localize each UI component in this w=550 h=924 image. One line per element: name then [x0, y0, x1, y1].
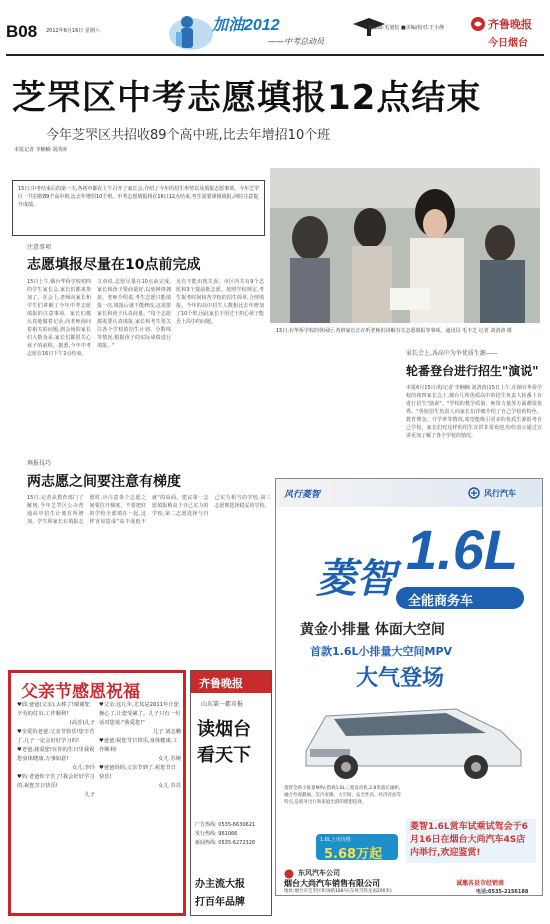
- promo-phone-list: [195, 821, 255, 848]
- ad-company: 烟台大尚汽车销售有限公司: [284, 879, 380, 888]
- greeting-signature: 儿子: [84, 792, 95, 798]
- ad-brand-logo: 风行菱智: [284, 490, 321, 500]
- promo-slogan: 山东第一都市报: [201, 701, 244, 708]
- mpv-car-illustration: [286, 691, 534, 781]
- section1-kicker: 注意事项: [27, 244, 52, 251]
- greeting-message: ♥爸爸妈妈:父亲节到了,祝您节日快乐!: [99, 765, 177, 780]
- section1-column-2: 文章说,志愿尽量在10点前完成,家长和孩子要商量好,以免网络拥挤。老师介绍说,考生志愿只能填报一次,填报后就不能修改,这需要家长和孩子认真商量。"每个志愿都需要认真填报,家长和考生要关注各个学校的招生计划、分数线等情况,根据孩子的实际成绩进行填报。": [97, 279, 171, 349]
- ad-slogan-1: 黄金小排量 体面大空间: [300, 622, 445, 638]
- greeting-signature: (高芳)儿子: [69, 720, 95, 726]
- promo-big-1: 读烟台: [197, 719, 251, 740]
- issue-date: 2012年6月16日 星期六: [46, 28, 100, 34]
- section1-column-1: 15日上午,烟台华侨学校初四的学生家长会,家长们都来参加了。在会上,老师向家长和学生们讲解了今年中考志愿填报的注意事项。家长们都认真地做着记录,向老师询问着相关的问题,到会场的家长们人数众多,家长们都很关心孩子的前程。据悉,今年中考志愿在16日下午2点结束。: [27, 279, 91, 357]
- section3-kicker: 填报技巧: [27, 460, 52, 467]
- greeting-signature: 女儿 苏婉: [158, 756, 181, 762]
- banner-title: 加油2012: [212, 17, 280, 34]
- promo-brand: 齐鲁晚报: [199, 677, 243, 690]
- ad-displacement: 1.6L: [406, 518, 519, 581]
- header-divider: [6, 54, 544, 56]
- ad-price-label: 1.6L上市价格: [320, 837, 351, 843]
- ad-spec-text: 菱智全新小排量MPV,搭载1.6L三菱发动机,2.8米超长轴距,融合外观靓丽、室内宽敞、大空间、安全性高、经济省油等特点,是商务出行和家庭出游的理想选择。: [284, 786, 401, 805]
- section3-title: 两志愿之间要注意有梯度: [27, 474, 181, 490]
- ad-slogan-3: 大气登场: [356, 666, 445, 691]
- car-advertisement: [275, 478, 543, 896]
- page-number: B08: [6, 22, 38, 41]
- section1-title: 志愿填报尽量在10点前完成: [27, 257, 201, 273]
- ad-tag: 全能商务车: [408, 594, 474, 609]
- ad-model-name: 菱智: [316, 557, 396, 601]
- ad-slogan-2: 首款1.6L小排量大空间MPV: [310, 645, 453, 658]
- banner-subtitle: ——中考总动员: [268, 37, 324, 46]
- promo-footer-1: 办主流大报: [195, 879, 245, 890]
- photo-caption: 15日,在华侨学校的休闲厅,各班家长正在听老师们讲解有关志愿填报等事项。通讯员 毛丰芝 记者 刘清涛 摄: [276, 328, 512, 334]
- phone-row: 新闻热线: 0535-6272328: [195, 840, 256, 846]
- phone-row: 广告热线: 0535-6630621: [195, 822, 256, 828]
- greeting-signature: 儿子 刘志鹏: [152, 729, 181, 735]
- sub-headline: 今年芝罘区共招收89个高中班,比去年增招10个班: [46, 128, 331, 143]
- greeting-message: ♥父亲:这几年,尤其是2011年让您操心了,让您受累了。儿子只有一句话对您说:"我爱您!": [99, 702, 181, 726]
- ad-price: 5.68万起: [324, 847, 383, 862]
- ad-dongfeng: 东风汽车公司: [298, 869, 340, 877]
- section1-column-3: 另有不能出现失误。市区内共有9个志愿和3个提前批志愿。按照学校规定,考生报考时间和各学校的招生简章,合理填报。今年的高中招生人数相比去年增加了10个班,因此家长不用过于担心孩子能否上高中的问题。: [176, 279, 264, 325]
- greetings-column-1: [17, 701, 95, 800]
- ad-phone: 电话:0535-2156188: [476, 889, 529, 895]
- lead-paragraph: 15日,中考结束后的第一天,各初中都在上午召开了家长会,介绍了今年的招生形势以及填报志愿事项。今年芝罘区一共招收89个高中班,比去年增招10个班。中考志愿填报将在16日12点结束,考生需要谨慎填报,同时注意提升成绩。: [18, 186, 260, 208]
- news-photo: [270, 168, 540, 323]
- ad-event-text: 菱智1.6L赏车试乘试驾会于6月16日在烟台大尚汽车4S店内举行,欢迎鉴赏!: [410, 822, 528, 858]
- greeting-message: ♥爸爸:祝您节日快乐,身体健康,工作顺利!: [99, 738, 178, 753]
- section2-body: 本报6月15日讯(记者 李楠楠 刘清涛)15日上午,在烟台华侨学校的初四家长会上,烟台几所优质高中的招生负责人轮番上台进行招生"演说"。"学校的教学质量、师资力量等方面都很优秀。"各校招生负责人向家长们详细介绍了自己学校的特色、教育理念、升学率等情况,希望能吸引更多的优质生源报考自己学校。家长们对这样的招生宣讲非常欢迎,纷纷表示通过宣讲更加了解了各个学校的情况。: [406, 385, 542, 439]
- ad-brand-name: 风行汽车: [484, 489, 516, 498]
- ad-recruit: 诚邀各县市经销商: [456, 880, 505, 887]
- greeting-signature: 女儿 苏苏: [158, 783, 181, 789]
- greetings-column-2: [99, 701, 181, 791]
- greeting-message: ♥老爸,我爱您!在你的生日里我祝您身体健康,万事如意!: [17, 747, 95, 762]
- photo-people-scene: [270, 168, 540, 323]
- greeting-signature: 女儿:李玲: [72, 765, 95, 771]
- fathers-day-greetings-box: [8, 670, 186, 916]
- section3-body: 15日,记者从教育部门了解到,今年芝罘区公办普通高中招生计划有所增加。学生和家长在填报志愿时,应注意各个志愿之间要拉开梯度。不要把好的学校全部填在一起,这样容易造成"高不成低不就"的局面。建议第一志愿填报稍高于自己实力的学校,第二志愿选择与自己实力相当的学校,第三志愿则选择稳妥的学校。: [27, 495, 271, 525]
- greeting-message: ♥妈:老爸你辛苦了!我会好好学习的,祝您节日快乐!: [17, 774, 95, 789]
- promo-big-2: 看天下: [197, 745, 251, 766]
- promo-footer-2: 打百年品牌: [195, 897, 245, 908]
- main-headline: 芝罘区中考志愿填报12点结束: [12, 78, 482, 118]
- byline: 本报记者 李楠楠 刘清涛: [14, 147, 68, 153]
- section-city: 今日烟台: [488, 38, 528, 49]
- newspaper-brand: 齐鲁晚报: [488, 18, 532, 31]
- greeting-message: ♥邱:爸爸(父亲),太棒了!谢谢您辛劳的付出,工作顺利!: [17, 702, 90, 717]
- section2-kicker: 家长会上,各高中为争优质生源——: [406, 350, 498, 357]
- page-header: [0, 0, 550, 58]
- newspaper-promo-box: [190, 670, 272, 916]
- brand-logo-icon: [470, 16, 486, 32]
- greetings-title: 父亲节感恩祝福: [21, 682, 140, 702]
- greeting-message: ♥亲爱的老爸:父亲节快乐!您辛苦了,儿子一定会好好学习的!: [17, 729, 95, 744]
- section2-title: 轮番登台进行招生"演说": [406, 364, 539, 378]
- ad-address: 地址:烟台市芝罘区机场路188号(东风雪铁龙南200米): [284, 889, 392, 894]
- editor-credits: ■编辑:毛旭松 ■美编/校对:王小静: [368, 25, 445, 31]
- phone-row: 发行热线: 961066: [195, 831, 238, 837]
- fengxing-logo-icon: [468, 487, 480, 499]
